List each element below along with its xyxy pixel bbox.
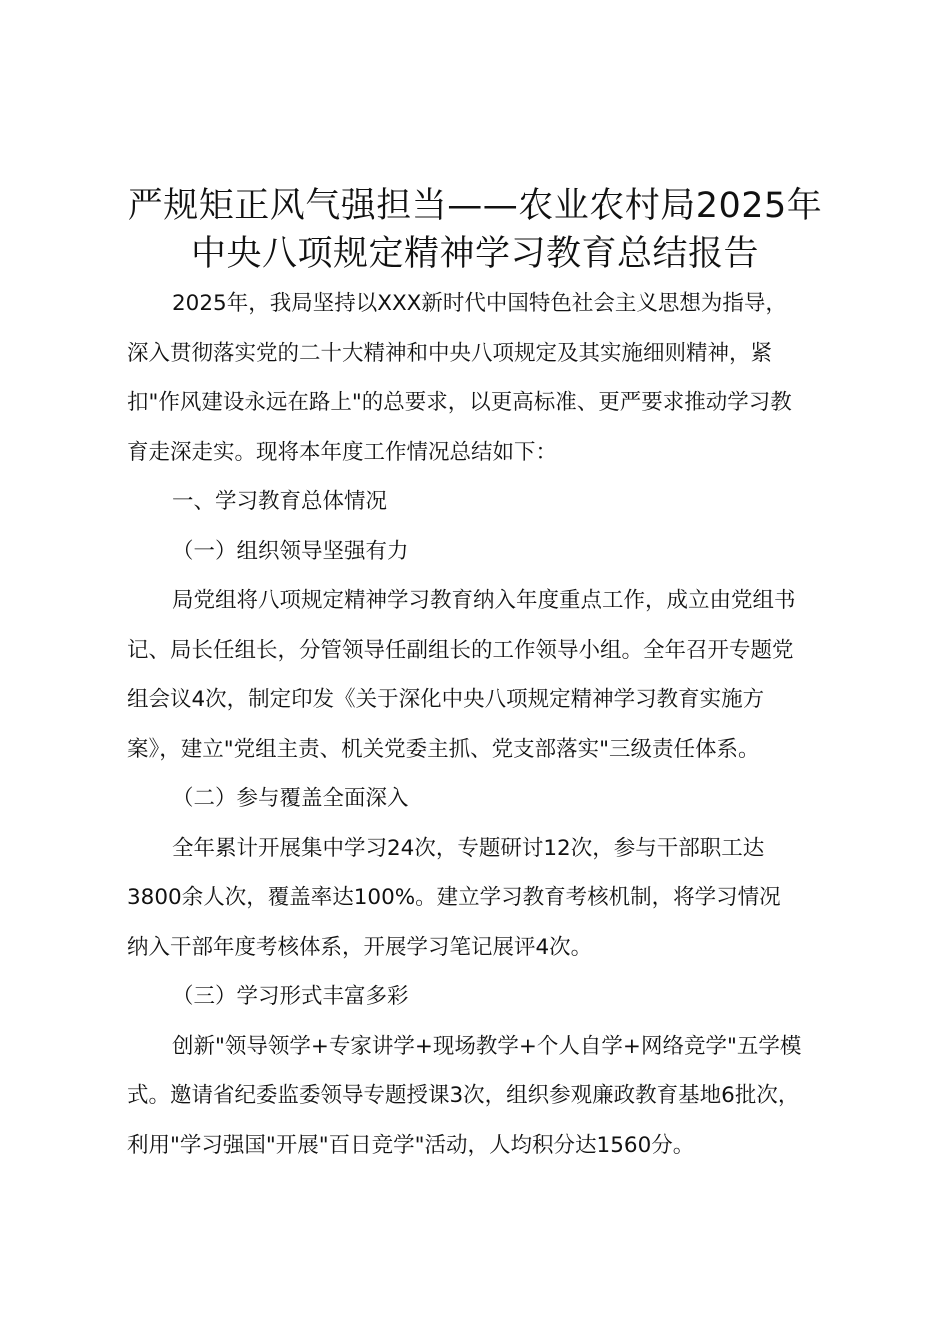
intro-line: 深入贯彻落实党的二十大精神和中央八项规定及其实施细则精神，紧	[127, 340, 773, 366]
section-heading-1: 一、学习教育总体情况	[172, 489, 388, 514]
paragraph-line: 局党组将八项规定精神学习教育纳入年度重点工作，成立由党组书	[172, 588, 796, 613]
intro-line: 育走深走实。现将本年度工作情况总结如下：	[127, 439, 558, 465]
paragraph-line: 式。邀请省纪委监委领导专题授课3次，组织参观廉政教育基地6批次，	[127, 1083, 800, 1108]
subsection-1-paragraph	[127, 576, 852, 774]
paragraph-line: 创新"领导领学+专家讲学+现场教学+个人自学+网络竞学"五学模	[172, 1033, 802, 1059]
subsection-heading-3: （三）学习形式丰富多彩	[172, 984, 409, 1009]
subsection-heading-1: （一）组织领导坚强有力	[172, 538, 409, 564]
paragraph-line: 利用"学习强国"开展"百日竞学"活动，人均积分达1560分。	[127, 1132, 695, 1158]
paragraph-line: 纳入干部年度考核体系，开展学习笔记展评4次。	[127, 934, 593, 960]
document-title-line-1: 严规矩正风气强担当——农业农村局2025年	[127, 186, 823, 226]
paragraph-line: 全年累计开展集中学习24次，专题研讨12次，参与干部职工达	[172, 835, 765, 861]
paragraph-line: 记、局长任组长，分管领导任副组长的工作领导小组。全年召开专题党	[127, 637, 794, 663]
subsection-3-paragraph	[127, 1022, 852, 1171]
intro-line: 2025年，我局坚持以XXX新时代中国特色社会主义思想为指导，	[172, 291, 787, 316]
subsection-2-paragraph	[127, 824, 852, 973]
paragraph-line: 组会议4次，制定印发《关于深化中央八项规定精神学习教育实施方	[127, 687, 765, 712]
paragraph-line: 案》，建立"党组主责、机关党委主抓、党支部落实"三级责任体系。	[127, 736, 760, 762]
document-body	[127, 279, 852, 1170]
subsection-heading-2: （二）参与覆盖全面深入	[172, 786, 409, 811]
document-title-line-2: 中央八项规定精神学习教育总结报告	[190, 234, 759, 274]
paragraph-line: 3800余人次，覆盖率达100%。建立学习教育考核机制，将学习情况	[127, 885, 781, 910]
intro-line: 扣"作风建设永远在路上"的总要求，以更高标准、更严要求推动学习教	[127, 390, 792, 415]
intro-paragraph	[127, 279, 852, 477]
